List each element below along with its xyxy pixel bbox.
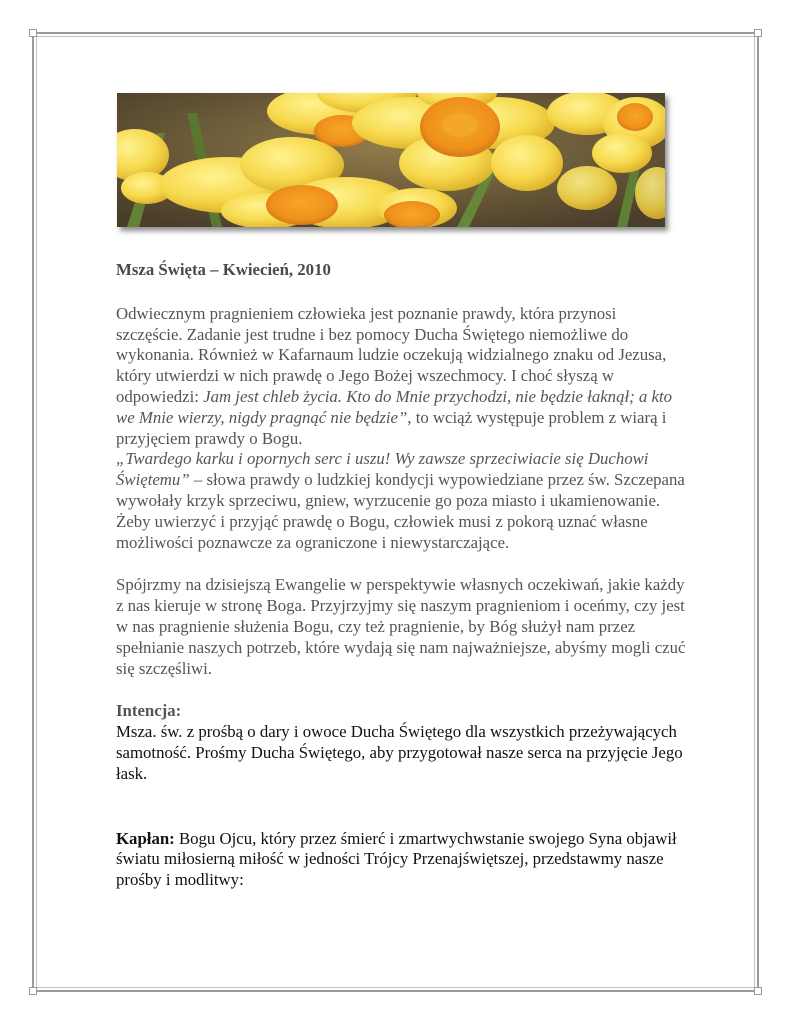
paragraph-text: – słowa prawdy o ludzkiej kondycji wypowiedziane przez św. Szczepana wywołały krzyk sprzeciwu, gniew, wyrzucenie go poza miasto i ukamienowanie. bbox=[116, 470, 685, 510]
scripture-quote: „Twardego karku i opornych serc i uszu! Wy zawsze sprzeciwiacie się Duchowi Świętemu” bbox=[116, 449, 649, 490]
paragraph-gospel: Spójrzmy na dzisiejszą Ewangelie w perspektywie własnych oczekiwań, jakie każdy z nas kieruje w stronę Boga. Przyjrzyjmy się naszym pragnieniom i oceńmy, czy jest w nas pragnienie służenia Bogu, czy też pragnienie, by Bóg służył nam przez spełnianie naszych potrzeb, które wydają się nam najważniejsze, abyśmy mogli czuć się szczęśliwi. bbox=[116, 575, 686, 678]
border-corner-top-right bbox=[754, 29, 762, 37]
document-body bbox=[116, 256, 686, 891]
paragraph-text: Żeby uwierzyć i przyjąć prawdę o Bogu, człowiek musi z pokorą uznać własne możliwości poznawcze za ograniczone i niewystarczające. bbox=[116, 511, 648, 552]
daffodil-banner-image bbox=[117, 93, 665, 227]
paragraph-text: Odwiecznym pragnieniem człowieka jest poznanie prawdy, która przynosi szczęście. Zadanie jest trudne i bez pomocy Ducha Świętego niemożliwe do wykonania. Również w Kafarnaum ludzie oczekują widzialnego znaku od Jezusa, który utwierdzi w nich prawdę o Jego Bożej wszechmocy. I choć słyszą w odpowiedzi: bbox=[116, 303, 667, 406]
document-title: Msza Święta – Kwiecień, 2010 bbox=[116, 260, 331, 279]
priest-label: Kapłan: bbox=[116, 828, 175, 848]
intention-text: Msza. św. z prośbą o dary i owoce Ducha Świętego dla wszystkich przeżywających samotność. Prośmy Ducha Świętego, aby przygotował nasze serca na przyjęcie Jego łask. bbox=[116, 722, 683, 783]
scripture-quote: Jam jest chleb życia. Kto do Mnie przychodzi, nie będzie łaknął; a kto we Mnie wierzy, nigdy pragnąć nie będzie” bbox=[116, 386, 672, 427]
priest-prayer bbox=[116, 829, 686, 891]
paragraph-text: , to wciąż występuje problem z wiarą i przyjęciem prawdy o Bogu. bbox=[116, 407, 667, 448]
border-corner-top-left bbox=[29, 29, 37, 37]
priest-text: Bogu Ojcu, który przez śmierć i zmartwychwstanie swojego Syna objawił światu miłosierną miłość w jedności Trójcy Przenajświętszej, przedstawmy nasze prośby i modlitwy: bbox=[116, 828, 677, 890]
border-corner-bottom-left bbox=[29, 987, 37, 995]
paragraph-reflection bbox=[116, 304, 686, 554]
intention-heading: Intencja: bbox=[116, 701, 182, 721]
daffodil-flowers-image bbox=[117, 93, 665, 227]
border-corner-bottom-right bbox=[754, 987, 762, 995]
